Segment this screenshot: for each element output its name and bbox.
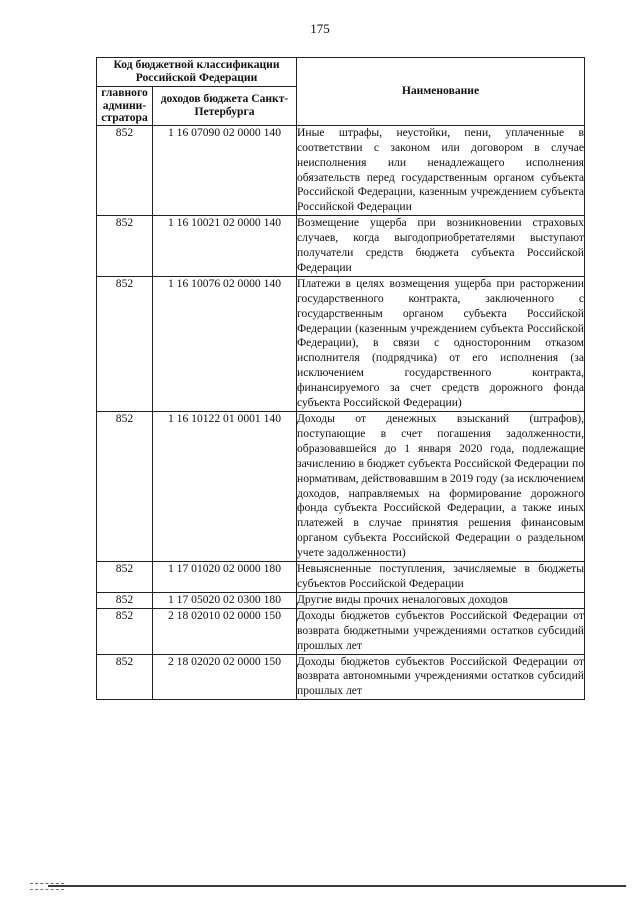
income-code-cell: 1 17 05020 02 0300 180	[153, 592, 297, 608]
income-code-cell: 1 16 10076 02 0000 140	[153, 276, 297, 411]
income-code-cell: 2 18 02010 02 0000 150	[153, 608, 297, 654]
footer-rule	[48, 885, 626, 887]
name-cell: Платежи в целях возмещения ущерба при расторжении государственного контракта, заключенного с государственным органом субъекта Российской Федерации (казенным учреждением субъекта Российской Федерации), в связи с односторонним отказом исполнителя (подрядчика) от его исполнения (за исключением государственного контракта, финансируемого за счет средств дорожного фонда субъекта Российской Федерации)	[297, 276, 585, 411]
income-code-cell: 1 17 01020 02 0000 180	[153, 562, 297, 593]
admin-code-cell: 852	[97, 654, 153, 700]
table-row	[97, 608, 585, 654]
admin-code-cell: 852	[97, 562, 153, 593]
name-cell: Возмещение ущерба при возникновении страховых случаев, когда выгодоприобретателями выступают получатели средств бюджета субъекта Российской Федерации	[297, 216, 585, 277]
header-name: Наименование	[297, 58, 585, 126]
table-row	[97, 562, 585, 593]
budget-classification-table	[96, 57, 585, 700]
income-code-cell: 1 16 10122 01 0001 140	[153, 412, 297, 562]
name-cell: Доходы бюджетов субъектов Российской Федерации от возврата бюджетными учреждениями остатков субсидий прошлых лет	[297, 608, 585, 654]
name-cell: Доходы бюджетов субъектов Российской Федерации от возврата автономными учреждениями остатков субсидий прошлых лет	[297, 654, 585, 700]
table-row	[97, 216, 585, 277]
admin-code-cell: 852	[97, 216, 153, 277]
admin-code-cell: 852	[97, 608, 153, 654]
page-number: 175	[310, 21, 330, 36]
table-row	[97, 412, 585, 562]
table-row	[97, 276, 585, 411]
header-classification-group: Код бюджетной классификации Российской Федерации	[97, 58, 297, 87]
admin-code-cell: 852	[97, 412, 153, 562]
income-code-cell: 1 16 10021 02 0000 140	[153, 216, 297, 277]
name-cell: Доходы от денежных взысканий (штрафов), поступающие в счет погашения задолженности, образовавшейся до 1 января 2020 года, подлежащие зачислению в бюджет субъекта Российской Федерации по нормативам, действовавшим в 2019 году (за исключением доходов, направляемых на формирование дорожного фонда субъекта Российской Федерации, а также иных платежей в случае принятия решения финансовым органом субъекта Российской Федерации о раздельном учете задолженности)	[297, 412, 585, 562]
name-cell: Невыясненные поступления, зачисляемые в бюджеты субъектов Российской Федерации	[297, 562, 585, 593]
table-row	[97, 592, 585, 608]
name-cell: Иные штрафы, неустойки, пени, уплаченные в соответствии с законом или договором в случае неисполнения или ненадлежащего исполнения обязательств перед государственным органом субъекта Российской Федерации, казенным учреждением субъекта Российской Федерации	[297, 125, 585, 215]
admin-code-cell: 852	[97, 592, 153, 608]
table-row	[97, 125, 585, 215]
admin-code-cell: 852	[97, 276, 153, 411]
header-row-group	[97, 58, 585, 87]
income-code-cell: 1 16 07090 02 0000 140	[153, 125, 297, 215]
income-code-cell: 2 18 02020 02 0000 150	[153, 654, 297, 700]
header-admin: главного админи-стратора	[97, 87, 153, 126]
admin-code-cell: 852	[97, 125, 153, 215]
name-cell: Другие виды прочих неналоговых доходов	[297, 592, 585, 608]
header-income-code: доходов бюджета Санкт-Петербурга	[153, 87, 297, 126]
table-row	[97, 654, 585, 700]
